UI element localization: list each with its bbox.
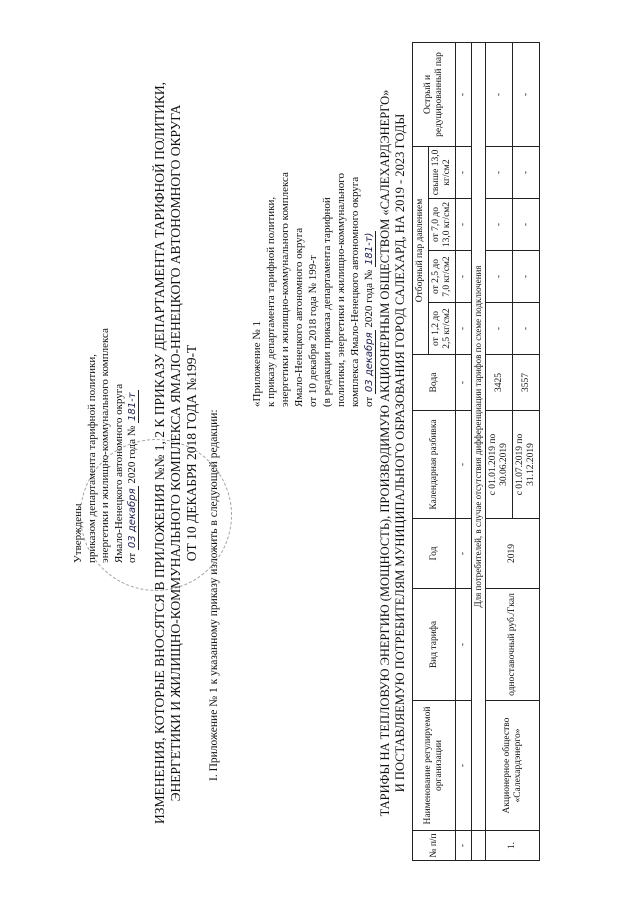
header-num: № п/п: [413, 831, 456, 861]
table-title-line: И ПОСТАВЛЯЕМУЮ ПОТРЕБИТЕЛЯМ МУНИЦИПАЛЬНОГО ОБРАЗОВАНИЯ ГОРОД САЛЕХАРД, НА 2019 - 2023 ГОДЫ: [393, 113, 407, 793]
table-span-row: [472, 42, 486, 860]
approval-line: Утверждены: [72, 503, 84, 563]
table-cell: -: [486, 303, 513, 355]
table-row: [456, 42, 472, 860]
title-line: ИЗМЕНЕНИЯ, КОТОРЫЕ ВНОСЯТСЯ В ПРИЛОЖЕНИЯ №№ 1, 2 К ПРИКАЗУ ДЕПАРТАМЕНТА ТАРИФНОЙ ПОЛИТИКИ,: [152, 82, 167, 824]
table-header-row: [413, 42, 429, 860]
header-tariff-type: Вид тарифа: [413, 589, 456, 701]
header-steam-group: Отборный пар давлением: [413, 146, 429, 354]
table-cell: -: [486, 146, 513, 198]
appendix-date-suffix: 2020 года №: [363, 269, 375, 328]
approval-line: Ямало-Ненецкого автономного округа: [112, 383, 125, 563]
row-water-cell: 3557: [513, 355, 540, 411]
table-cell: -: [456, 355, 472, 411]
header-steam-3: от 7,0 до 13,0 кг/см2: [429, 199, 456, 251]
header-steam-1: от 1,2 до 2,5 кг/см2: [429, 303, 456, 355]
row-water-cell: 3425: [486, 355, 513, 411]
appendix-line: от 10 декабря 2018 года № 199-т: [307, 255, 319, 407]
table-cell: -: [513, 146, 540, 198]
approval-date-day: 03 декабря: [127, 488, 138, 549]
table-title-line: ТАРИФЫ НА ТЕПЛОВУЮ ЭНЕРГИЮ (МОЩНОСТЬ), ПРОИЗВОДИМУЮ АКЦИОНЕРНЫМ ОБЩЕСТВОМ «САЛЕХАРДЭНЕРГО»: [378, 89, 392, 817]
table-cell: -: [456, 199, 472, 251]
header-steam-4: свыше 13,0 кг/см2: [429, 146, 456, 198]
appendix-line: «Приложение № 1: [251, 320, 263, 407]
tariff-table: [412, 42, 540, 861]
header-period: Календарная разбивка: [413, 411, 456, 519]
appendix-line: политики, энергетики и жилищно-коммунального: [335, 173, 347, 407]
title-line: ЭНЕРГЕТИКИ И ЖИЛИЩНО-КОММУНАЛЬНОГО КОМПЛЕКСА ЯМАЛО-НЕНЕЦКОГО АВТОНОМНОГО ОКРУГА: [168, 104, 183, 802]
appendix-number: 181-т): [364, 232, 375, 265]
item-1-text: I. Приложение № 1 к указанному приказу изложить в следующей редакции:: [208, 409, 220, 781]
table-title: [378, 43, 408, 863]
table-cell: -: [486, 42, 513, 146]
approval-line: энергетики и жилищно-коммунального комплекса: [99, 328, 111, 563]
row-num-cell: 1.: [486, 831, 540, 861]
approval-date-line: [126, 313, 140, 563]
table-cell: -: [513, 303, 540, 355]
header-year: Год: [413, 519, 456, 589]
table-cell: -: [456, 701, 472, 831]
row-type-cell: одноставочный руб./Гкал: [486, 589, 540, 701]
table-cell: -: [456, 519, 472, 589]
document-title: [152, 63, 200, 843]
table-cell: [472, 831, 486, 861]
table-cell: -: [456, 831, 472, 861]
table-cell: -: [456, 251, 472, 303]
header-steam-2: от 2,5 до 7,0 кг/см2: [429, 251, 456, 303]
table-cell: -: [513, 199, 540, 251]
approval-block: [72, 313, 140, 563]
table-cell: -: [456, 146, 472, 198]
appendix-line: комплекса Ямало-Ненецкого автономного округа: [349, 176, 361, 407]
row-period-cell: с 01.01.2019 по 30.06.2019: [486, 411, 513, 519]
table-cell: -: [456, 42, 472, 146]
title-line: ОТ 10 ДЕКАБРЯ 2018 ГОДА №199-Т: [184, 344, 199, 562]
appendix-line: Ямало-Ненецкого автономного округа: [293, 227, 305, 407]
table-cell: -: [513, 42, 540, 146]
table-cell: -: [486, 199, 513, 251]
appendix-date-prefix: от: [363, 396, 375, 407]
span-note-cell: Для потребителей, в случае отсутствия дифференциации тарифов по схеме подключения: [472, 42, 486, 830]
appendix-reference-block: [250, 47, 377, 407]
table-cell: -: [513, 251, 540, 303]
table-cell: -: [456, 589, 472, 701]
header-water: Вода: [413, 355, 456, 411]
header-sharp-steam: Острый и редуцированный пар: [413, 42, 456, 146]
approval-line: приказом департамента тарифной политики,: [85, 354, 98, 563]
approval-date-prefix: от: [126, 552, 138, 563]
appendix-date-day: 03 декабря: [364, 332, 375, 393]
table-cell: -: [456, 411, 472, 519]
approval-number: 181-т: [127, 392, 138, 421]
appendix-line: энергетики и жилищно-коммунального комплекса: [279, 172, 291, 407]
table-cell: -: [456, 303, 472, 355]
row-period-cell: с 01.07.2019 по 31.12.2019: [513, 411, 540, 519]
row-org-cell: Акционерное общество «Салехардэнерго»: [486, 701, 540, 831]
appendix-line: (в редакции приказа департамента тарифной: [321, 197, 333, 407]
table-cell: -: [486, 251, 513, 303]
approval-date-suffix: 2020 года №: [126, 425, 138, 484]
header-org: Наименование регулируемой организации: [413, 701, 456, 831]
row-year-cell: 2019: [486, 519, 540, 589]
appendix-date-line: [362, 47, 377, 407]
appendix-line: к приказу департамента тарифной политики,: [265, 196, 277, 407]
table-row: [486, 42, 513, 860]
